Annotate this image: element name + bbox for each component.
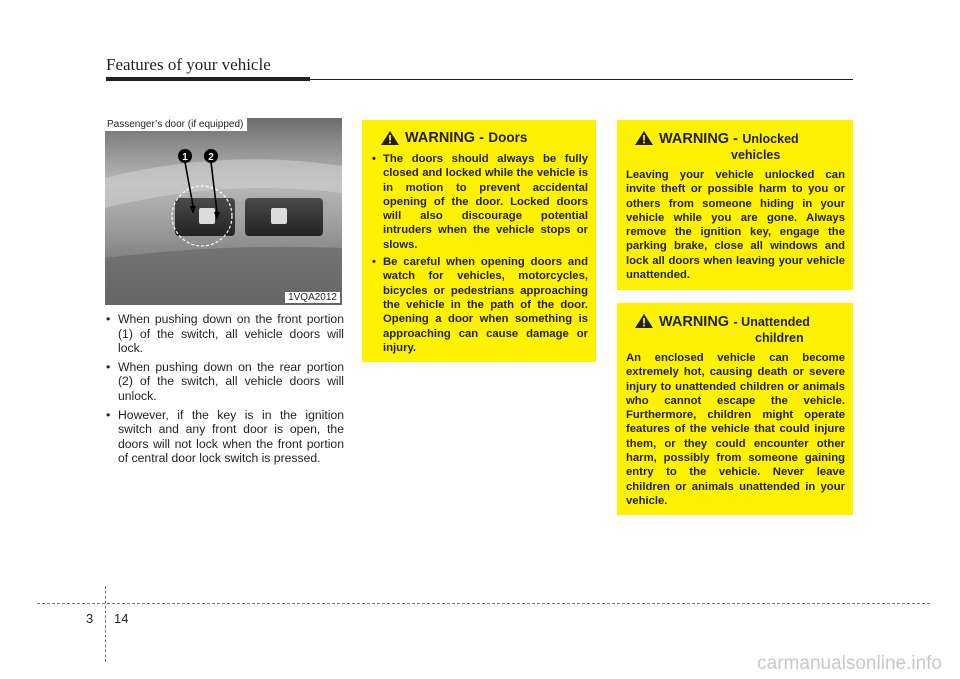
chapter-number: 3 [86, 611, 94, 626]
warning-body: An enclosed vehicle can become extremely hot, causing death or severe injury to unattended children or animals who cannot escape the vehicle. Furthermore, children might operate features of the vehicle that could injure them, or they could encounter other harm, possibly from someone gaining entry to the vehicle. Never leave children or animals unattended in your vehicle. [626, 352, 845, 507]
door-switch-photo [105, 118, 342, 305]
figure-caption: Passenger’s door (if equipped) [105, 118, 247, 131]
warning-unlocked-box [617, 120, 853, 290]
instruction-list [106, 312, 344, 470]
warning-subtitle: Unlocked [742, 132, 799, 146]
warning-item: • Be careful when opening doors and watch for vehicles, motorcycles, bicycles or pedestrians approaching the vehicle in the path of the door. Opening a door when something is approaching can cause damage or injury. [372, 255, 588, 355]
footer-divider [105, 586, 106, 662]
list-item: • When pushing down on the front portion (1) of the switch, all vehicle doors will lock. [106, 312, 344, 356]
list-item: • When pushing down on the rear portion (2) of the switch, all vehicle doors will unlock. [106, 360, 344, 404]
warning-word: WARNING - [659, 131, 738, 147]
footer-rule [37, 603, 930, 604]
callout-2: 2 [208, 152, 214, 163]
watermark: carmanualsonline.info [757, 653, 942, 674]
callout-1: 1 [182, 152, 188, 163]
warning-triangle-icon [634, 313, 654, 329]
warning-word: WARNING [659, 314, 730, 330]
warning-unattended-box [617, 303, 853, 515]
warning-word: WARNING - [405, 130, 484, 146]
warning-subtitle-line2: children [755, 331, 804, 345]
warning-body: Leaving your vehicle unlocked can invite theft or possible harm to you or others from someone hiding in your vehicle while you are gone. Always remove the ignition key, engage the parking brake, close all windows and lock all doors when leaving your vehicle unattended. [626, 169, 845, 282]
warning-triangle-icon [380, 130, 400, 146]
warning-doors-box [362, 120, 596, 362]
warning-triangle-icon [634, 130, 654, 146]
list-item: • However, if the key is in the ignition switch and any front door is open, the doors will not lock when the front portion of central door lock switch is pressed. [106, 408, 344, 466]
header-rule [106, 79, 853, 80]
page-header-title: Features of your vehicle [106, 55, 271, 74]
warning-subtitle: Doors [488, 130, 528, 145]
page-number: 14 [114, 611, 129, 626]
warning-item: • The doors should always be fully closed and locked while the vehicle is in motion to prevent accidental opening of the door. Locked doors will also discourage potential intruders when the vehicle stops or slows. [372, 152, 588, 252]
figure-code: 1VQA2012 [285, 292, 340, 303]
warning-subtitle-line2: vehicles [731, 148, 781, 162]
door-panel-illustration [105, 118, 342, 305]
warning-subtitle: - Unattended [733, 315, 810, 329]
